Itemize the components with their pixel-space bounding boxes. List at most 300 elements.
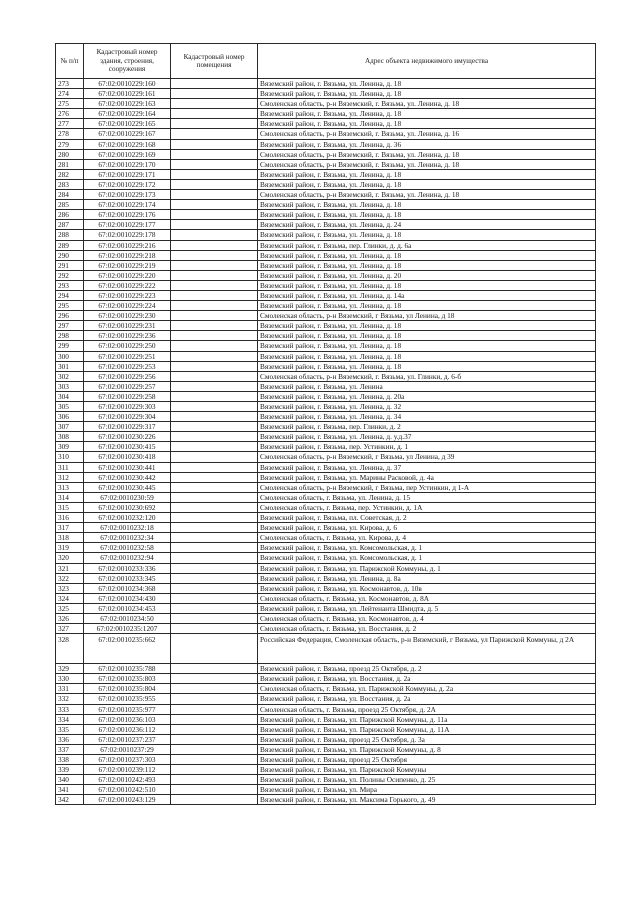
- row-number: 277: [56, 119, 84, 129]
- row-number: 274: [56, 89, 84, 99]
- cadastral-number-building: 67:02:0010229:219: [84, 260, 171, 270]
- cadastral-number-room: [171, 603, 258, 613]
- cadastral-number-building: 67:02:0010230:59: [84, 492, 171, 502]
- cadastral-number-room: [171, 169, 258, 179]
- table-row: [56, 220, 596, 230]
- table-row: [56, 240, 596, 250]
- cadastral-number-building: 67:02:0010229:257: [84, 381, 171, 391]
- cadastral-number-building: 67:02:0010230:226: [84, 432, 171, 442]
- table-row: [56, 472, 596, 482]
- cadastral-number-room: [171, 593, 258, 603]
- row-number: 318: [56, 533, 84, 543]
- property-address: Смоленская область, г. Вязьма, ул. Кирова, д. 4: [258, 533, 596, 543]
- cadastral-number-building: 67:02:0010232:58: [84, 543, 171, 553]
- table-row: [56, 573, 596, 583]
- cadastral-number-room: [171, 674, 258, 684]
- table-row: [56, 523, 596, 533]
- table-row: [56, 432, 596, 442]
- cadastral-number-building: 67:02:0010229:177: [84, 220, 171, 230]
- property-address: Вяземский район, г. Вязьма, ул. Ленина, д. 18: [258, 179, 596, 189]
- cadastral-number-building: 67:02:0010229:258: [84, 391, 171, 401]
- cadastral-number-building: 67:02:0010229:174: [84, 200, 171, 210]
- row-number: 298: [56, 331, 84, 341]
- cadastral-number-room: [171, 230, 258, 240]
- row-number: 290: [56, 250, 84, 260]
- property-address: Вяземский район, г. Вязьма, ул. Ленина, д. 14а: [258, 290, 596, 300]
- row-number: 326: [56, 613, 84, 623]
- property-address: Смоленская область, р-н Вяземский, г Вязьма, ул Ленина, д 39: [258, 452, 596, 462]
- property-address: Смоленская область, р-н Вяземский, г. Вязьма, ул. Ленина, д. 18: [258, 159, 596, 169]
- header-cadastral-room: Кадастровый номер помещения: [171, 44, 258, 79]
- property-table: [55, 43, 596, 805]
- table-row: [56, 513, 596, 523]
- property-address: Смоленская область, р-н Вяземский, г. Вязьма, ул. Глинки, д. 6-б: [258, 371, 596, 381]
- row-number: 317: [56, 523, 84, 533]
- table-row: [56, 391, 596, 401]
- cadastral-number-room: [171, 361, 258, 371]
- row-number: 273: [56, 79, 84, 89]
- document-sheet: [55, 43, 595, 805]
- property-address: Вяземский район, г. Вязьма, ул. Комсомольская, д. 1: [258, 543, 596, 553]
- table-row: [56, 734, 596, 744]
- cadastral-number-room: [171, 331, 258, 341]
- cadastral-number-building: 67:02:0010229:165: [84, 119, 171, 129]
- property-address: Вяземский район, г. Вязьма, ул. Ленина, д. 18: [258, 169, 596, 179]
- cadastral-number-room: [171, 311, 258, 321]
- cadastral-number-building: 67:02:0010229:164: [84, 109, 171, 119]
- cadastral-number-room: [171, 190, 258, 200]
- cadastral-number-room: [171, 210, 258, 220]
- table-row: [56, 129, 596, 139]
- cadastral-number-room: [171, 159, 258, 169]
- row-number: 311: [56, 462, 84, 472]
- property-address: Вяземский район, г. Вязьма, ул. Парижской Коммуны, д. 1: [258, 563, 596, 573]
- cadastral-number-room: [171, 543, 258, 553]
- table-row: [56, 109, 596, 119]
- row-number: 315: [56, 502, 84, 512]
- cadastral-number-room: [171, 139, 258, 149]
- header-address: Адрес объекта недвижимого имущества: [258, 44, 596, 79]
- table-row: [56, 79, 596, 89]
- table-row: [56, 785, 596, 795]
- cadastral-number-building: 67:02:0010229:230: [84, 311, 171, 321]
- cadastral-number-building: 67:02:0010229:168: [84, 139, 171, 149]
- row-number: 289: [56, 240, 84, 250]
- cadastral-number-room: [171, 765, 258, 775]
- property-address: Вяземский район, г. Вязьма, пер. Устинкин, д. 1: [258, 442, 596, 452]
- table-row: [56, 149, 596, 159]
- property-address: Вяземский район, г. Вязьма, ул. Комсомольская, д. 1: [258, 553, 596, 563]
- table-row: [56, 169, 596, 179]
- row-number: 322: [56, 573, 84, 583]
- row-number: 281: [56, 159, 84, 169]
- property-address: Вяземский район, г. Вязьма, ул. Ленина, д. 34: [258, 412, 596, 422]
- row-number: 282: [56, 169, 84, 179]
- row-number: 295: [56, 301, 84, 311]
- table-row: [56, 361, 596, 371]
- row-number: 310: [56, 452, 84, 462]
- cadastral-number-building: 67:02:0010233:345: [84, 573, 171, 583]
- row-number: 305: [56, 402, 84, 412]
- cadastral-number-room: [171, 664, 258, 674]
- row-number: 319: [56, 543, 84, 553]
- table-row: [56, 634, 596, 664]
- row-number: 316: [56, 513, 84, 523]
- cadastral-number-building: 67:02:0010235:804: [84, 684, 171, 694]
- row-number: 306: [56, 412, 84, 422]
- cadastral-number-room: [171, 301, 258, 311]
- cadastral-number-room: [171, 270, 258, 280]
- cadastral-number-building: 67:02:0010235:977: [84, 704, 171, 714]
- cadastral-number-room: [171, 149, 258, 159]
- row-number: 312: [56, 472, 84, 482]
- cadastral-number-building: 67:02:0010234:430: [84, 593, 171, 603]
- table-row: [56, 270, 596, 280]
- cadastral-number-building: 67:02:0010230:692: [84, 502, 171, 512]
- table-row: [56, 179, 596, 189]
- property-address: Вяземский район, г. Вязьма, ул. Максима Горького, д. 49: [258, 795, 596, 805]
- cadastral-number-building: 67:02:0010237:237: [84, 734, 171, 744]
- cadastral-number-room: [171, 280, 258, 290]
- property-address: Вяземский район, г. Вязьма, проезд 25 Октября: [258, 755, 596, 765]
- property-address: Смоленская область, р-н Вяземский, г. Вязьма, ул. Ленина, д. 18: [258, 190, 596, 200]
- table-row: [56, 402, 596, 412]
- cadastral-number-building: 67:02:0010229:251: [84, 351, 171, 361]
- cadastral-number-building: 67:02:0010234:453: [84, 603, 171, 613]
- cadastral-number-room: [171, 563, 258, 573]
- table-row: [56, 593, 596, 603]
- cadastral-number-room: [171, 553, 258, 563]
- cadastral-number-room: [171, 492, 258, 502]
- cadastral-number-room: [171, 482, 258, 492]
- cadastral-number-building: 67:02:0010229:256: [84, 371, 171, 381]
- cadastral-number-room: [171, 775, 258, 785]
- table-row: [56, 381, 596, 391]
- table-body: [56, 79, 596, 805]
- table-row: [56, 775, 596, 785]
- table-row: [56, 280, 596, 290]
- table-row: [56, 89, 596, 99]
- property-address: Вяземский район, г. Вязьма, ул. Полины Осипенко, д. 25: [258, 775, 596, 785]
- cadastral-number-room: [171, 391, 258, 401]
- row-number: 341: [56, 785, 84, 795]
- cadastral-number-room: [171, 724, 258, 734]
- table-row: [56, 260, 596, 270]
- table-row: [56, 795, 596, 805]
- cadastral-number-building: 67:02:0010229:160: [84, 79, 171, 89]
- property-address: Вяземский район, г. Вязьма, ул. Ленина, д. 18: [258, 301, 596, 311]
- property-address: Вяземский район, г. Вязьма, ул. Ленина, д. 18: [258, 109, 596, 119]
- property-address: Вяземский район, г. Вязьма, ул. Мира: [258, 785, 596, 795]
- table-row: [56, 159, 596, 169]
- property-address: Смоленская область, г. Вязьма, пер. Устинкин, д. 1А: [258, 502, 596, 512]
- cadastral-number-building: 67:02:0010235:955: [84, 694, 171, 704]
- table-row: [56, 543, 596, 553]
- table-row: [56, 694, 596, 704]
- property-address: Вяземский район, г. Вязьма, ул. Ленина, д. 37: [258, 462, 596, 472]
- cadastral-number-building: 67:02:0010229:170: [84, 159, 171, 169]
- row-number: 307: [56, 422, 84, 432]
- property-address: Смоленская область, р-н Вяземский, г. Вязьма, ул. Ленина, д. 18: [258, 99, 596, 109]
- table-row: [56, 311, 596, 321]
- property-address: Российская Федерация, Смоленская область, р-н Вяземский, г Вязьма, ул Парижской Коммуны, д 2А: [258, 634, 596, 664]
- cadastral-number-room: [171, 402, 258, 412]
- cadastral-number-building: 67:02:0010232:18: [84, 523, 171, 533]
- cadastral-number-room: [171, 179, 258, 189]
- row-number: 324: [56, 593, 84, 603]
- row-number: 276: [56, 109, 84, 119]
- cadastral-number-building: 67:02:0010236:112: [84, 724, 171, 734]
- table-row: [56, 603, 596, 613]
- table-row: [56, 99, 596, 109]
- property-address: Смоленская область, г. Вязьма, ул. Космонавтов, д. 8А: [258, 593, 596, 603]
- cadastral-number-building: 67:02:0010229:161: [84, 89, 171, 99]
- cadastral-number-building: 67:02:0010235:662: [84, 634, 171, 664]
- property-address: Вяземский район, г. Вязьма, ул. Ленина, д. 18: [258, 331, 596, 341]
- row-number: 294: [56, 290, 84, 300]
- row-number: 283: [56, 179, 84, 189]
- cadastral-number-building: 67:02:0010230:415: [84, 442, 171, 452]
- row-number: 291: [56, 260, 84, 270]
- table-row: [56, 290, 596, 300]
- cadastral-number-building: 67:02:0010229:231: [84, 321, 171, 331]
- cadastral-number-building: 67:02:0010229:250: [84, 341, 171, 351]
- cadastral-number-building: 67:02:0010230:445: [84, 482, 171, 492]
- row-number: 334: [56, 714, 84, 724]
- cadastral-number-building: 67:02:0010232:94: [84, 553, 171, 563]
- cadastral-number-room: [171, 523, 258, 533]
- row-number: 303: [56, 381, 84, 391]
- row-number: 293: [56, 280, 84, 290]
- table-row: [56, 553, 596, 563]
- property-address: Вяземский район, г. Вязьма, пер. Глинки, д. д. 6а: [258, 240, 596, 250]
- cadastral-number-room: [171, 321, 258, 331]
- row-number: 320: [56, 553, 84, 563]
- table-header-row: [56, 44, 596, 79]
- cadastral-number-building: 67:02:0010229:178: [84, 230, 171, 240]
- cadastral-number-room: [171, 684, 258, 694]
- row-number: 308: [56, 432, 84, 442]
- row-number: 340: [56, 775, 84, 785]
- property-address: Смоленская область, г. Вязьма, ул. Космонавтов, д. 4: [258, 613, 596, 623]
- row-number: 296: [56, 311, 84, 321]
- cadastral-number-room: [171, 260, 258, 270]
- cadastral-number-room: [171, 290, 258, 300]
- header-number: № п/п: [56, 44, 84, 79]
- cadastral-number-room: [171, 613, 258, 623]
- row-number: 336: [56, 734, 84, 744]
- cadastral-number-room: [171, 119, 258, 129]
- cadastral-number-room: [171, 734, 258, 744]
- property-address: Вяземский район, г. Вязьма, ул. Ленина, д. 18: [258, 351, 596, 361]
- table-row: [56, 452, 596, 462]
- table-row: [56, 755, 596, 765]
- cadastral-number-building: 67:02:0010243:129: [84, 795, 171, 805]
- table-row: [56, 744, 596, 754]
- cadastral-number-building: 67:02:0010229:169: [84, 149, 171, 159]
- cadastral-number-building: 67:02:0010232:34: [84, 533, 171, 543]
- cadastral-number-room: [171, 755, 258, 765]
- row-number: 309: [56, 442, 84, 452]
- row-number: 300: [56, 351, 84, 361]
- cadastral-number-building: 67:02:0010229:303: [84, 402, 171, 412]
- cadastral-number-room: [171, 250, 258, 260]
- row-number: 339: [56, 765, 84, 775]
- table-row: [56, 674, 596, 684]
- cadastral-number-building: 67:02:0010242:493: [84, 775, 171, 785]
- cadastral-number-room: [171, 240, 258, 250]
- cadastral-number-room: [171, 220, 258, 230]
- cadastral-number-room: [171, 79, 258, 89]
- row-number: 278: [56, 129, 84, 139]
- table-row: [56, 190, 596, 200]
- cadastral-number-room: [171, 795, 258, 805]
- cadastral-number-building: 67:02:0010229:317: [84, 422, 171, 432]
- cadastral-number-building: 67:02:0010232:120: [84, 513, 171, 523]
- cadastral-number-building: 67:02:0010234:368: [84, 583, 171, 593]
- property-address: Вяземский район, г. Вязьма, ул. Ленина, д. 18: [258, 200, 596, 210]
- cadastral-number-building: 67:02:0010230:418: [84, 452, 171, 462]
- row-number: 338: [56, 755, 84, 765]
- table-row: [56, 613, 596, 623]
- property-address: Вяземский район, г. Вязьма, ул. Космонавтов, д. 10в: [258, 583, 596, 593]
- property-address: Вяземский район, г. Вязьма, ул. Парижской Коммуны: [258, 765, 596, 775]
- row-number: 286: [56, 210, 84, 220]
- cadastral-number-building: 67:02:0010229:163: [84, 99, 171, 109]
- property-address: Вяземский район, г. Вязьма, ул. Парижской Коммуны, д. 11А: [258, 724, 596, 734]
- row-number: 335: [56, 724, 84, 734]
- cadastral-number-room: [171, 744, 258, 754]
- cadastral-number-building: 67:02:0010230:441: [84, 462, 171, 472]
- table-row: [56, 704, 596, 714]
- row-number: 332: [56, 694, 84, 704]
- property-address: Смоленская область, р-н Вяземский, г. Вязьма, ул. Ленина, д. 16: [258, 129, 596, 139]
- cadastral-number-room: [171, 99, 258, 109]
- table-row: [56, 502, 596, 512]
- row-number: 321: [56, 563, 84, 573]
- table-row: [56, 230, 596, 240]
- row-number: 314: [56, 492, 84, 502]
- cadastral-number-room: [171, 371, 258, 381]
- table-row: [56, 200, 596, 210]
- property-address: Вяземский район, г. Вязьма, ул. Ленина: [258, 381, 596, 391]
- property-address: Вяземский район, г. Вязьма, ул. Парижской Коммуны, д. 8: [258, 744, 596, 754]
- row-number: 292: [56, 270, 84, 280]
- cadastral-number-room: [171, 502, 258, 512]
- property-address: Смоленская область, р-н Вяземский, г. Вязьма, ул. Ленина, д. 18: [258, 149, 596, 159]
- cadastral-number-room: [171, 624, 258, 634]
- cadastral-number-building: 67:02:0010229:172: [84, 179, 171, 189]
- property-address: Вяземский район, г. Вязьма, ул. Ленина, д. 18: [258, 280, 596, 290]
- cadastral-number-room: [171, 533, 258, 543]
- cadastral-number-room: [171, 573, 258, 583]
- row-number: 287: [56, 220, 84, 230]
- property-address: Вяземский район, г. Вязьма, ул. Ленина, д. 18: [258, 210, 596, 220]
- row-number: 342: [56, 795, 84, 805]
- row-number: 302: [56, 371, 84, 381]
- property-address: Вяземский район, г. Вязьма, пер. Глинки, д. 2: [258, 422, 596, 432]
- property-address: Смоленская область, р-н Вяземский, г Вязьма, ул Ленина, д 18: [258, 311, 596, 321]
- table-row: [56, 482, 596, 492]
- cadastral-number-room: [171, 381, 258, 391]
- property-address: Вяземский район, г. Вязьма, ул. Ленина, д. 18: [258, 230, 596, 240]
- property-address: Вяземский район, г. Вязьма, ул. Ленина, д. 32: [258, 402, 596, 412]
- cadastral-number-building: 67:02:0010229:167: [84, 129, 171, 139]
- cadastral-number-building: 67:02:0010234:50: [84, 613, 171, 623]
- table-row: [56, 583, 596, 593]
- property-address: Смоленская область, г. Вязьма, ул. Ленина, д. 15: [258, 492, 596, 502]
- cadastral-number-room: [171, 472, 258, 482]
- property-address: Вяземский район, г. Вязьма, ул. Парижской Коммуны, д. 11а: [258, 714, 596, 724]
- property-address: Вяземский район, г. Вязьма, ул. Восстания, д. 2а: [258, 694, 596, 704]
- cadastral-number-building: 67:02:0010229:216: [84, 240, 171, 250]
- property-address: Вяземский район, г. Вязьма, проезд 25 Октября, д. 2: [258, 664, 596, 674]
- table-row: [56, 371, 596, 381]
- cadastral-number-room: [171, 89, 258, 99]
- property-address: Вяземский район, г. Вязьма, ул. Кирова, д. 6: [258, 523, 596, 533]
- table-row: [56, 664, 596, 674]
- cadastral-number-room: [171, 412, 258, 422]
- property-address: Смоленская область, г. Вязьма, проезд 25 Октября, д. 2А: [258, 704, 596, 714]
- table-row: [56, 765, 596, 775]
- table-row: [56, 462, 596, 472]
- cadastral-number-building: 67:02:0010230:442: [84, 472, 171, 482]
- table-row: [56, 492, 596, 502]
- table-row: [56, 210, 596, 220]
- property-address: Вяземский район, г. Вязьма, ул. Ленина, д. 20: [258, 270, 596, 280]
- table-row: [56, 422, 596, 432]
- cadastral-number-building: 67:02:0010229:220: [84, 270, 171, 280]
- row-number: 328: [56, 634, 84, 664]
- cadastral-number-room: [171, 704, 258, 714]
- property-address: Вяземский район, г. Вязьма, проезд 25 Октября, д. 3а: [258, 734, 596, 744]
- cadastral-number-room: [171, 432, 258, 442]
- property-address: Вяземский район, г. Вязьма, ул. Ленина, д. у.д.37: [258, 432, 596, 442]
- cadastral-number-room: [171, 583, 258, 593]
- cadastral-number-building: 67:02:0010229:222: [84, 280, 171, 290]
- cadastral-number-building: 67:02:0010229:176: [84, 210, 171, 220]
- cadastral-number-building: 67:02:0010229:304: [84, 412, 171, 422]
- table-row: [56, 624, 596, 634]
- cadastral-number-room: [171, 200, 258, 210]
- property-address: Вяземский район, г. Вязьма, ул. Ленина, д. 18: [258, 361, 596, 371]
- property-address: Вяземский район, г. Вязьма, ул. Ленина, д. 18: [258, 89, 596, 99]
- cadastral-number-building: 67:02:0010229:253: [84, 361, 171, 371]
- table-row: [56, 563, 596, 573]
- property-address: Вяземский район, г. Вязьма, ул. Ленина, д. 8а: [258, 573, 596, 583]
- table-row: [56, 139, 596, 149]
- property-address: Вяземский район, г. Вязьма, ул. Ленина, д. 36: [258, 139, 596, 149]
- cadastral-number-building: 67:02:0010242:510: [84, 785, 171, 795]
- row-number: 325: [56, 603, 84, 613]
- row-number: 330: [56, 674, 84, 684]
- cadastral-number-building: 67:02:0010229:236: [84, 331, 171, 341]
- cadastral-number-building: 67:02:0010235:788: [84, 664, 171, 674]
- property-address: Смоленская область, г. Вязьма, ул. Парижской Коммуны, д. 2а: [258, 684, 596, 694]
- row-number: 327: [56, 624, 84, 634]
- cadastral-number-room: [171, 452, 258, 462]
- cadastral-number-room: [171, 109, 258, 119]
- cadastral-number-building: 67:02:0010229:171: [84, 169, 171, 179]
- property-address: Смоленская область, г. Вязьма, ул. Восстания, д. 2: [258, 624, 596, 634]
- table-row: [56, 724, 596, 734]
- table-row: [56, 321, 596, 331]
- cadastral-number-room: [171, 785, 258, 795]
- row-number: 280: [56, 149, 84, 159]
- row-number: 275: [56, 99, 84, 109]
- cadastral-number-building: 67:02:0010237:303: [84, 755, 171, 765]
- cadastral-number-building: 67:02:0010229:224: [84, 301, 171, 311]
